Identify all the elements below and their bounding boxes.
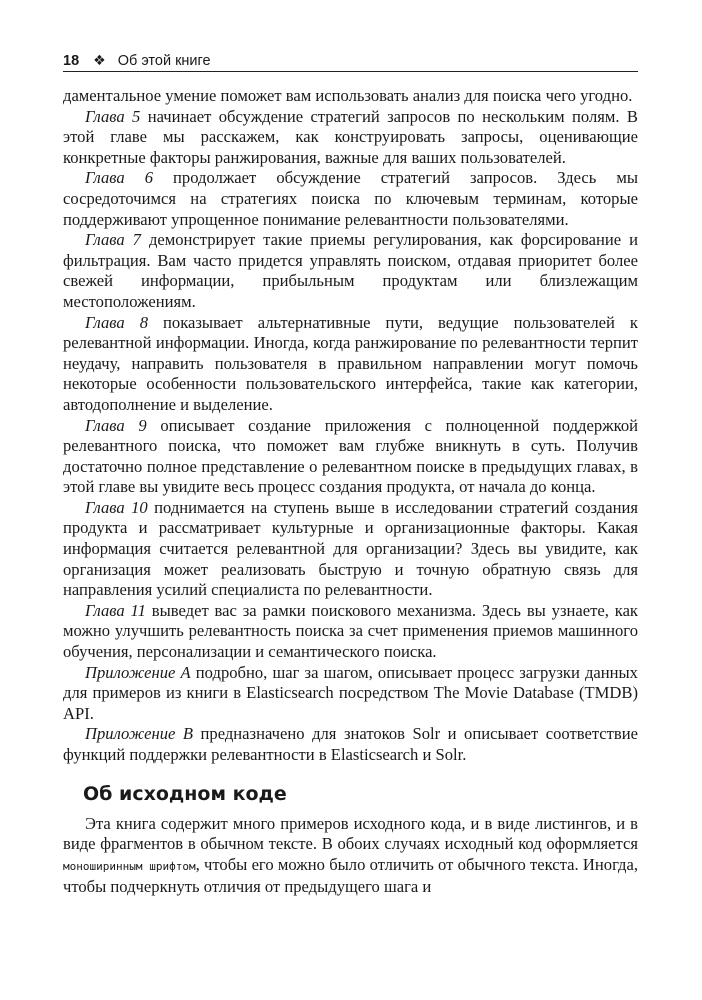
section-heading: Об исходном коде [83,782,287,805]
paragraph-chapter-9: Глава 9 описывает создание приложения с полноценной поддержкой релевантного поиска, что поможет вам глубже вникнуть в суть. Получив достаточно полное представление о релевантном поиске в предыдущих главах, в этой главе вы увидите весь процесс создания продукта, от начала до конца. [63,415,638,497]
monospace-sample: моноширинным шрифтом [63,859,196,873]
paragraph-0: даментальное умение поможет вам использовать анализ для поиска чего угодно. [63,86,633,105]
chapter-ref: Глава 10 [85,497,148,517]
paragraph-appendix-b: Приложение В предназначено для знатоков Solr и описывает соответствие функций поддержки релевантности в Elasticsearch и Solr. [63,724,638,764]
paragraph-chapter-8: Глава 8 показывает альтернативные пути, ведущие пользователей к релевантной информации. Иногда, когда ранжирование по релевантности терпит неудачу, направить пользователя в правильном направлении могут помочь некоторые особенности пользовательского интерфейса, такие как категории, автодополнение и выделение. [63,312,638,414]
paragraph-chapter-10: Глава 10 поднимается на ступень выше в исследовании стратегий создания продукта и рассматривает культурные и организационные факторы. Какая информация считается релевантной для организации? Здесь вы увидите, как организация может реализовать быструю и точную обратную связь для направления усилий специалиста по релевантности. [63,497,639,600]
page-number: 18 [63,53,80,69]
paragraph-chapter-11: Глава 11 выведет вас за рамки поискового механизма. Здесь вы узнаете, как можно улучшить релевантность поиска за счет применения приемов машинного обучения, персонализации и семантического поиска. [63,600,638,662]
chapter-ref: Глава 11 [85,600,146,620]
chapter-ref: Глава 8 [85,312,148,332]
running-title: Об этой книге [117,53,211,69]
chapter-ref: Глава 6 [85,168,154,188]
page-body [63,86,638,898]
appendix-ref: Приложение А [85,662,191,682]
chapter-ref: Глава 5 [85,106,141,126]
paragraph-chapter-7: Глава 7 демонстрирует такие приемы регулирования, как форсирование и фильтрация. Вам часто придется управлять поиском, отдавая приоритет более свежей информации, прибыльным продуктам или близлежащим местоположениям. [63,230,639,311]
chapter-ref: Глава 7 [85,230,141,250]
chapter-ref: Глава 9 [85,415,147,435]
paragraph-chapter-6: Глава 6 продолжает обсуждение стратегий запросов. Здесь мы сосредоточимся на стратегиях поиска по ключевым терминам, которые поддерживают упрощенное понимание релевантности пользователями. [63,168,639,229]
paragraph-appendix-a: Приложение А подробно, шаг за шагом, описывает процесс загрузки данных для примеров из книги в Elasticsearch посредством The Movie Database (TMDB) API. [63,662,638,723]
paragraph-chapter-5: Глава 5 начинает обсуждение стратегий запросов по нескольким полям. В этой главе мы расскажем, как конструировать запросы, оценивающие конкретные факторы ранжирования, важные для ваших пользователей. [63,106,638,167]
running-header [63,50,638,72]
ornament-icon: ❖ [93,52,106,68]
section-paragraph: Эта книга содержит много примеров исходного кода, и в виде листингов, и в виде фрагментов в обычном тексте. В обоих случаях исходный код оформляется моноширинным шрифтом, чтобы его можно было отличить от обычного текста. Иногда, чтобы подчеркнуть отличия от предыдущего шага и [63,813,639,897]
appendix-ref: Приложение В [85,724,194,744]
